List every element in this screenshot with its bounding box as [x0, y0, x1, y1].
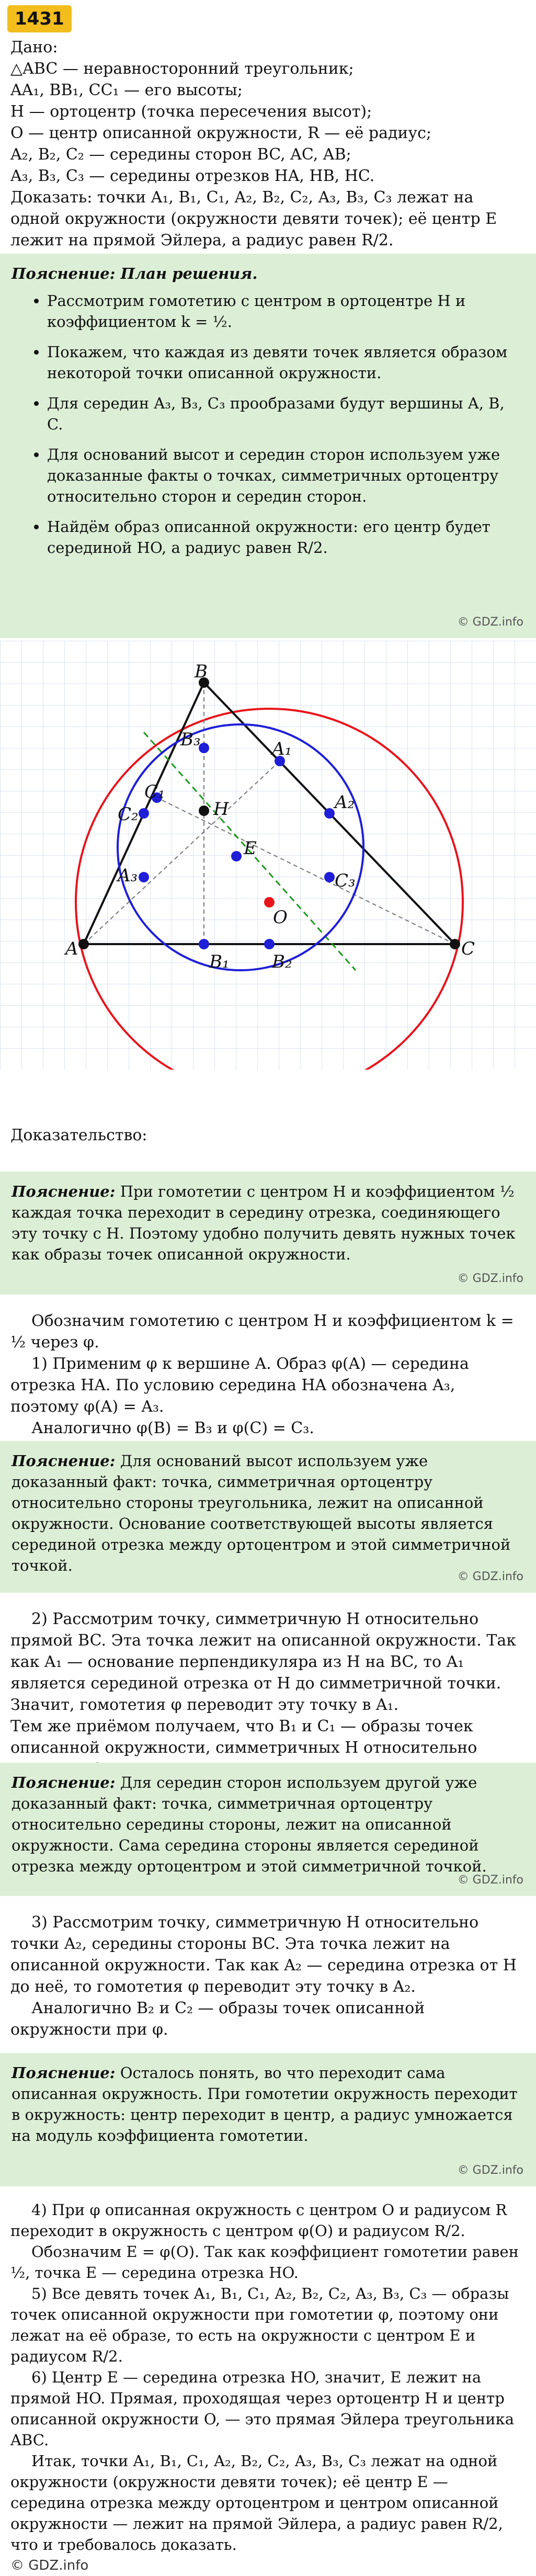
proof-step-2 — [10, 1608, 527, 1780]
watermark: © GDZ.info — [457, 1570, 523, 1583]
plan-item: • Найдём образ описанной окружности: его центр будет серединой HO, а радиус равен R/2. — [47, 516, 524, 558]
proof-paragraph: 3) Рассмотрим точку, симметричную H относительно точки A₂, середины стороны BC. Эта точка лежит на описанной окружности. Так как A₂ — середина отрезка от H до неё, то гомотетия φ переводит эту точку в A₂. — [10, 1913, 517, 1996]
proof-paragraph: Тем же приёмом получаем, что B₁ и C₁ — образы точек описанной окружности, симметричных H относительно — [10, 1717, 477, 1757]
proof-steps-4-6 — [10, 2199, 527, 2576]
box-text: Для оснований высот используем уже доказанный факт: точка, симметричная ортоцентру относительно стороны треугольника, лежит на описанной окружности. Основание соответствующей высоты является серединой отрезка между ортоцентром и этой симметричной точкой. — [12, 1452, 511, 1574]
problem-number-badge: 1431 — [7, 5, 72, 32]
plan-box — [0, 254, 536, 638]
box-heading: Пояснение: — [12, 2064, 116, 2082]
given-line: O — центр описанной окружности, R — её радиус; — [10, 124, 431, 142]
point-a2 — [324, 808, 335, 819]
label-b1: B₁ — [209, 951, 230, 972]
label-a1: A₁ — [272, 739, 292, 759]
prove-statement: Доказать: точки A₁, B₁, C₁, A₂, B₂, C₂, A₃, B₃, C₃ лежат на одной окружности (окружности девяти точек); её центр E лежит на прямой Эйлера, а радиус равен R/2. — [10, 188, 497, 249]
proof-paragraph: Аналогично B₂ и C₂ — образы точек описанной окружности при φ. — [10, 1999, 425, 2039]
given-section — [10, 37, 527, 251]
point-c2 — [139, 808, 149, 819]
explanation-box-4 — [0, 2053, 536, 2186]
label-c1: C₁ — [144, 781, 165, 802]
label-a3: A₃ — [118, 865, 138, 886]
plan-item: • Для середин A₃, B₃, C₃ прообразами будут вершины A, B, C. — [47, 393, 524, 435]
label-a: A — [65, 938, 78, 959]
box-text: Осталось понять, во что переходит сама описанная окружность. При гомотетии окружность переходит в окружность: центр переходит в центр, а радиус умножается на модуль коэффициента гомотетии. — [12, 2064, 518, 2144]
given-label: Дано: — [10, 38, 58, 56]
point-a — [78, 939, 89, 949]
plan-list — [12, 290, 524, 558]
grid-background — [0, 641, 536, 1070]
watermark: © GDZ.info — [457, 616, 523, 629]
proof-step-3 — [10, 1912, 527, 2040]
box-heading: Пояснение: — [12, 1774, 116, 1791]
proof-paragraph: 2) Рассмотрим точку, симметричную H относительно прямой BC. Эта точка лежит на описанной окружности. Так как A₁ — основание перпендикуляра из H на BC, то A₁ является серединой отрезка от H до симметричной точки. Значит, гомотетия φ переводит эту точку в A₁. — [10, 1610, 516, 1714]
proof-label-block — [10, 1125, 527, 1146]
point-h — [199, 805, 209, 816]
point-b1 — [199, 939, 209, 949]
box-text: При гомотетии с центром H и коэффициентом ½ каждая точка переходит в середину отрезка, соединяющего эту точку с H. Поэтому удобно получить девять нужных точек как образы точек описанной окружности. — [12, 1183, 516, 1263]
proof-paragraph: Обозначим гомотетию с центром H и коэффициентом k = ½ через φ. — [10, 1312, 514, 1352]
given-line: H — ортоцентр (точка пересечения высот); — [10, 103, 372, 121]
box-heading: Пояснение: — [12, 1183, 116, 1200]
plan-item: • Покажем, что каждая из девяти точек является образом некоторой точки описанной окружности. — [47, 342, 524, 383]
plan-heading: Пояснение: План решения. — [12, 265, 258, 282]
label-o: O — [273, 907, 288, 928]
point-c — [450, 939, 460, 949]
point-e — [231, 851, 242, 861]
given-line: A₂, B₂, C₂ — середины сторон BC, AC, AB; — [10, 145, 351, 164]
given-line: △ABC — неравносторонний треугольник; — [10, 60, 354, 78]
watermark: © GDZ.info — [457, 1272, 523, 1285]
explanation-box-3 — [0, 1763, 536, 1896]
geometry-figure — [0, 641, 536, 1070]
proof-paragraph: Итак, точки A₁, B₁, C₁, A₂, B₂, C₂, A₃, B₃, C₃ лежат на одной окружности (окружности девяти точек); её центр E — середина отрезка между ортоцентром и центром описанной окружности — лежит на прямой Эйлера, а радиус равен R/2, что и требовалось доказать. — [10, 2452, 503, 2554]
point-o — [264, 897, 275, 907]
label-e: E — [244, 838, 257, 859]
label-c3: C₃ — [335, 870, 356, 891]
box-text: Для середин сторон используем другой уже доказанный факт: точка, симметричная ортоцентру относительно середины стороны, лежит на описанной окружности. Сама середина стороны является серединой отрезка между ортоцентром и этой симметричной точкой. — [12, 1774, 487, 1875]
label-b3: B₃ — [180, 729, 201, 750]
box-heading: Пояснение: — [12, 1452, 116, 1470]
label-h: H — [213, 799, 229, 820]
label-a2: A₂ — [335, 792, 355, 813]
proof-label: Доказательство: — [10, 1126, 147, 1144]
proof-paragraph: 6) Центр E — середина отрезка HO, значит, E лежит на прямой HO. Прямая, проходящая через ортоцентр H и центр описанной окружности O, — это прямая Эйлера треугольника ABC. — [10, 2368, 515, 2449]
label-b: B — [195, 661, 208, 682]
label-c2: C₂ — [118, 804, 139, 825]
proof-step-1 — [10, 1310, 527, 1439]
given-line: A₃, B₃, C₃ — середины отрезков HA, HB, HC. — [10, 167, 375, 185]
watermark: © GDZ.info — [457, 2164, 523, 2177]
plan-item: • Рассмотрим гомотетию с центром в ортоцентре H и коэффициентом k = ½. — [47, 290, 524, 332]
point-b2 — [264, 939, 275, 949]
point-a3 — [139, 872, 149, 882]
proof-paragraph: 5) Все девять точек A₁, B₁, C₁, A₂, B₂, C₂, A₃, B₃, C₃ — образы точек описанной окружности при гомотетии φ, поэтому они лежат на её образе, то есть на окружности с центром E и радиусом R/2. — [10, 2285, 509, 2365]
given-line: AA₁, BB₁, CC₁ — его высоты; — [10, 81, 243, 99]
point-c3 — [324, 872, 335, 882]
proof-paragraph: Аналогично φ(B) = B₃ и φ(C) = C₃. — [31, 1419, 314, 1437]
label-c: C — [461, 938, 475, 959]
proof-paragraph: Обозначим E = φ(O). Так как коэффициент гомотетии равен ½, точка E — середина отрезка HO. — [10, 2243, 519, 2282]
explanation-box-1 — [0, 1172, 536, 1295]
explanation-box-2 — [0, 1441, 536, 1593]
watermark: © GDZ.info — [457, 1874, 523, 1887]
plan-item: • Для оснований высот и середин сторон используем уже доказанные факты о точках, симметричных ортоцентру относительно сторон и середин сторон. — [47, 444, 524, 507]
nine-point-circle-diagram — [0, 641, 536, 1070]
proof-paragraph: 1) Применим φ к вершине A. Образ φ(A) — середина отрезка HA. По условию середина HA обозначена A₃, поэтому φ(A) = A₃. — [10, 1355, 469, 1416]
proof-paragraph: 4) При φ описанная окружность с центром O и радиусом R переходит в окружность с центром φ(O) и радиусом R/2. — [10, 2201, 507, 2240]
label-b2: B₂ — [272, 951, 292, 972]
footer-watermark: © GDZ.info — [10, 2558, 89, 2573]
